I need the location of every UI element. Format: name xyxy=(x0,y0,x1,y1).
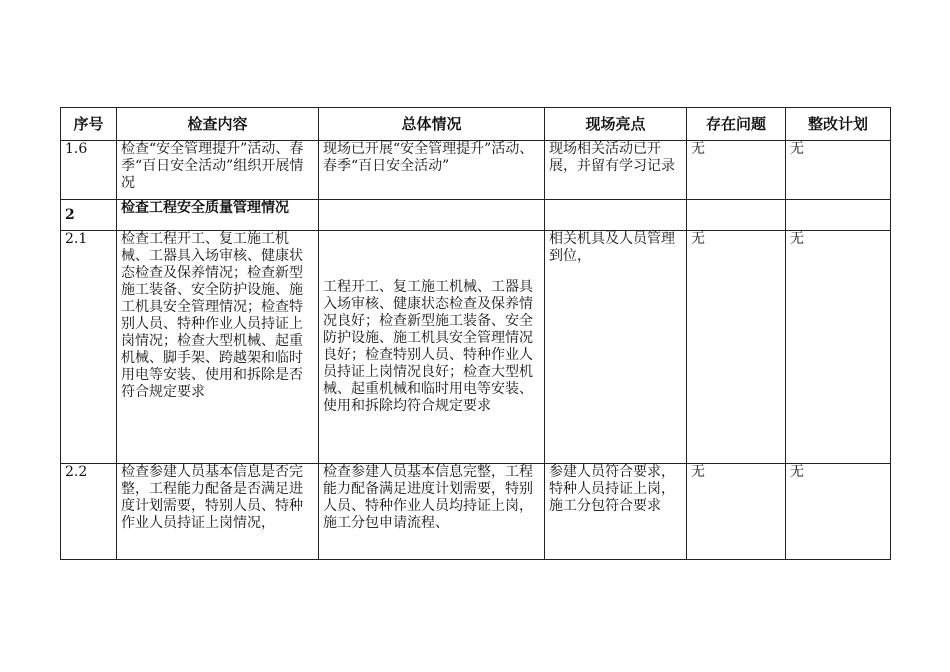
header-summary: 总体情况 xyxy=(319,108,545,141)
row-plan xyxy=(786,200,891,231)
table-row xyxy=(61,464,891,560)
inspection-table xyxy=(60,107,891,560)
row-plan: 无 xyxy=(786,231,891,464)
row-plan: 无 xyxy=(786,141,891,200)
row-problem: 无 xyxy=(687,231,786,464)
table-row xyxy=(61,231,891,464)
row-summary: 检查参建人员基本信息完整，工程能力配备满足进度计划需要，特别人员、特种作业人员均持证上岗，施工分包申请流程、 xyxy=(323,464,533,531)
row-number: 2.2 xyxy=(61,464,117,560)
table-section-row xyxy=(61,200,891,231)
row-summary-cell xyxy=(319,464,545,560)
row-highlight xyxy=(545,200,687,231)
table-header-row xyxy=(61,108,891,141)
section-title xyxy=(117,200,319,231)
row-problem: 无 xyxy=(687,141,786,200)
row-number: 1.6 xyxy=(61,141,117,200)
header-item: 检查内容 xyxy=(117,108,319,141)
row-highlight: 相关机具及人员管理到位， xyxy=(545,231,687,464)
section-title-text: 检查工程安全质量管理情况 xyxy=(121,200,289,216)
header-no: 序号 xyxy=(61,108,117,141)
row-item: 检查参建人员基本信息是否完整，工程能力配备是否满足进度计划需要，特别人员、特种作业人员持证上岗情况， xyxy=(121,464,303,531)
row-highlight: 参建人员符合要求，特种人员持证上岗，施工分包符合要求 xyxy=(545,464,687,560)
row-summary xyxy=(319,200,545,231)
table-row xyxy=(61,141,891,200)
row-item: 检查工程开工、复工施工机械、工器具入场审核、健康状态检查及保养情况；检查新型施工装备、安全防护设施、施工机具安全管理情况；检查特别人员、特种作业人员持证上岗情况；检查大型机械、起重机械、脚手架、跨越架和临时用电等安装、使用和拆除是否符合规定要求 xyxy=(117,231,319,464)
section-number: 2 xyxy=(61,200,117,231)
row-highlight: 现场相关活动已开展，并留有学习记录 xyxy=(545,141,687,200)
row-item-cell xyxy=(117,464,319,560)
row-item: 检查“安全管理提升”活动、春季“百日安全活动”组织开展情况 xyxy=(117,141,319,200)
row-summary: 现场已开展“安全管理提升”活动、春季“百日安全活动” xyxy=(319,141,545,200)
header-plan: 整改计划 xyxy=(786,108,891,141)
row-plan: 无 xyxy=(786,464,891,560)
header-problem: 存在问题 xyxy=(687,108,786,141)
row-problem: 无 xyxy=(687,464,786,560)
row-number: 2.1 xyxy=(61,231,117,464)
header-highlight: 现场亮点 xyxy=(545,108,687,141)
row-problem xyxy=(687,200,786,231)
row-summary: 工程开工、复工施工机械、工器具入场审核、健康状态检查及保养情况良好；检查新型施工装备、安全防护设施、施工机具安全管理情况良好；检查特别人员、特种作业人员持证上岗情况良好；检查大型机械、起重机械和临时用电等安装、使用和拆除均符合规定要求 xyxy=(319,231,545,464)
